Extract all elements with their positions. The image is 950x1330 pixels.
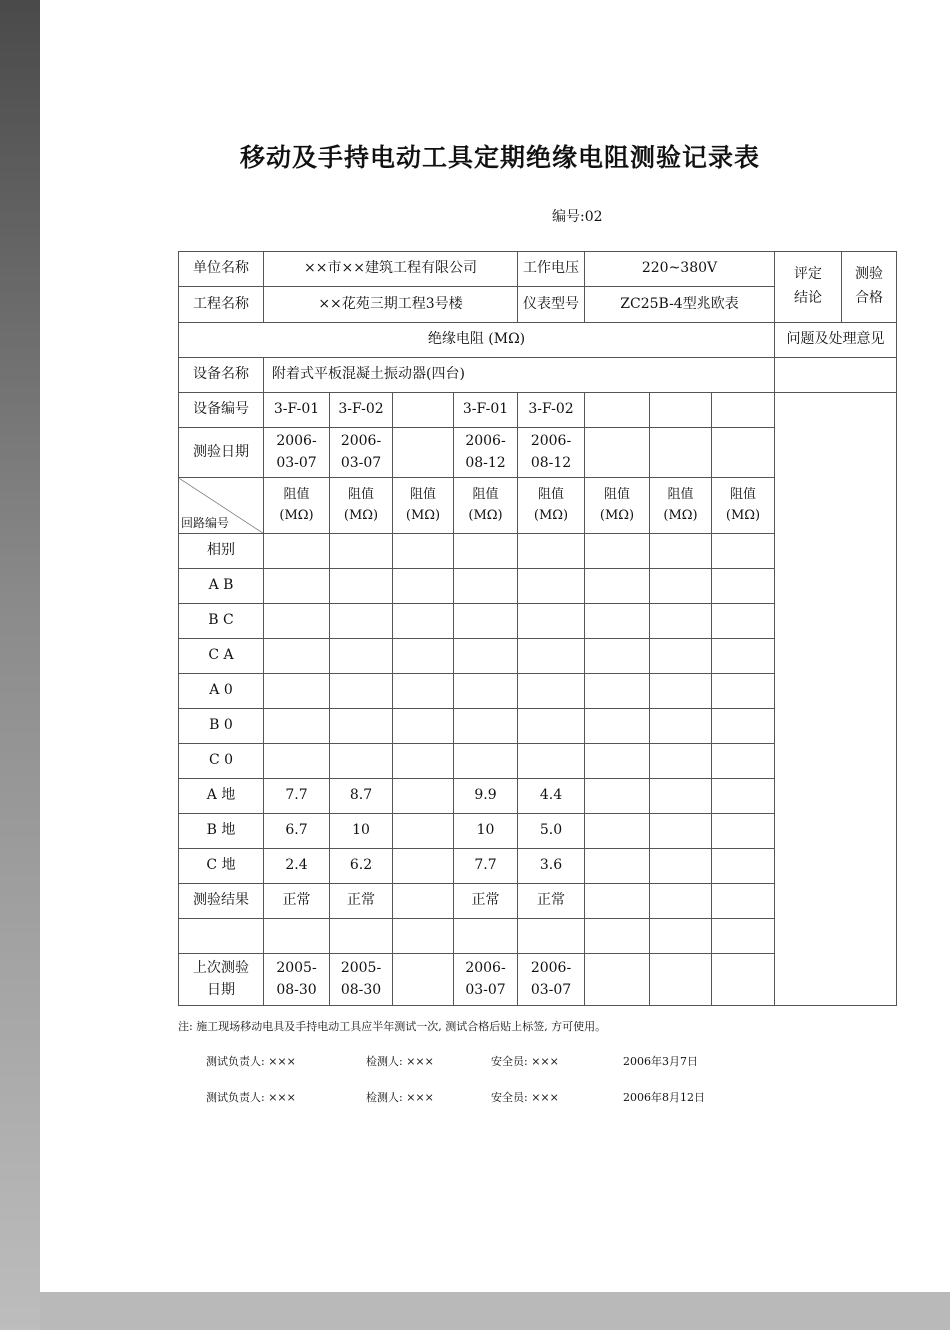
page-title: 移动及手持电动工具定期绝缘电阻测验记录表 [239,143,760,172]
resistance-value-cell: 3.6 [518,849,585,884]
device-number-cell: 3-F-02 [518,393,585,428]
resistance-value-cell [330,639,393,674]
resistance-value-cell [585,779,650,814]
resistance-value-cell [330,709,393,744]
resistance-value-cell [650,639,712,674]
resistance-header-cell [264,478,330,534]
resistance-value-cell [393,709,454,744]
test-date-line-2: 03-07 [276,454,317,471]
test-lead-1: 测试负责人: ××× [206,1055,296,1068]
resistance-value-cell [393,744,454,779]
resistance-header-line-1: 阻值 [347,486,374,502]
resistance-value-cell [518,744,585,779]
resistance-value-cell [393,604,454,639]
circuit-number-label: 回路编号 [181,516,230,530]
resistance-value-cell [585,674,650,709]
resistance-value-cell [393,849,454,884]
test-date-cell [264,428,330,478]
resistance-value-cell [518,569,585,604]
resistance-value-cell: 10 [454,814,518,849]
resistance-value-cell [585,814,650,849]
resistance-value-cell [264,569,330,604]
inspector-1: 检测人: ××× [366,1055,434,1068]
resistance-header-line-2: (MΩ) [599,507,635,523]
resistance-value-cell [585,709,650,744]
blank-cell [393,919,454,954]
phase-row-label: C 地 [179,849,264,884]
result-cell: 正常 [518,884,585,919]
last-test-date-cell [518,954,585,1006]
insulation-record-table [178,251,897,1006]
resistance-header-cell [330,478,393,534]
resistance-value-cell [650,569,712,604]
result-cell [585,884,650,919]
resistance-value-cell [393,779,454,814]
last-test-label [179,954,264,1006]
evaluation-label-line-1: 评定 [794,266,822,283]
device-number-cell: 3-F-01 [454,393,518,428]
last-test-label-line-1: 上次测验 [193,959,249,976]
last-test-date-cell [454,954,518,1006]
resistance-value-cell [454,639,518,674]
resistance-value-cell [585,849,650,884]
phase-label: 相别 [179,534,264,569]
result-cell [650,884,712,919]
inspector-2: 检测人: ××× [366,1091,434,1104]
resistance-value-cell [454,604,518,639]
resistance-header-cell [712,478,775,534]
device-name-label: 设备名称 [179,358,264,393]
test-date-cell [585,428,650,478]
last-test-date-line-2: 03-07 [465,981,506,998]
resistance-value-cell [518,604,585,639]
last-test-date-line-1: 2005- [276,959,317,976]
phase-header-cell [330,534,393,569]
unit-name-label: 单位名称 [179,252,264,287]
resistance-value-cell [518,674,585,709]
voltage-label: 工作电压 [518,252,585,287]
resistance-value-cell [712,569,775,604]
test-date-cell [393,428,454,478]
phase-header-cell [712,534,775,569]
voltage-value: 220~380V [585,252,775,287]
resistance-value-cell [518,639,585,674]
resistance-header-line-1: 阻值 [472,486,499,502]
blank-cell [264,919,330,954]
evaluation-value [842,252,897,323]
resistance-header-line-1: 阻值 [667,486,694,502]
last-test-date-line-1: 2006- [465,959,506,976]
last-test-date-cell [330,954,393,1006]
resistance-value-cell: 7.7 [454,849,518,884]
resistance-value-cell: 10 [330,814,393,849]
resistance-value-cell [712,814,775,849]
device-number-label: 设备编号 [179,393,264,428]
resistance-header-line-2: (MΩ) [343,507,379,523]
resistance-value-cell [264,709,330,744]
evaluation-label-line-2: 结论 [794,290,822,306]
meter-model-value: ZC25B-4型兆欧表 [585,287,775,323]
resistance-header-line-2: (MΩ) [279,507,314,523]
resistance-value-cell [712,674,775,709]
device-number-cell: 3-F-02 [330,393,393,428]
resistance-value-cell [712,639,775,674]
meter-model-label: 仪表型号 [518,287,585,323]
circuit-number-diagonal-header [179,478,264,534]
last-test-date-cell [264,954,330,1006]
resistance-header-cell [454,478,518,534]
blank-cell [330,919,393,954]
resistance-value-cell: 7.7 [264,779,330,814]
evaluation-value-line-1: 测验 [855,266,883,283]
resistance-value-cell [712,849,775,884]
test-date-line-2: 03-07 [340,454,382,471]
resistance-value-cell [518,709,585,744]
phase-header-cell [518,534,585,569]
test-date-line-2: 08-12 [530,454,572,471]
resistance-header-cell [393,478,454,534]
resistance-value-cell [650,674,712,709]
test-date-line-1: 2006- [465,432,506,449]
resistance-header-line-2: (MΩ) [533,507,569,523]
resistance-value-cell [650,709,712,744]
last-test-date-line-1: 2006- [530,959,572,976]
resistance-header-cell [650,478,712,534]
last-test-date-line-2: 08-30 [276,981,317,998]
result-cell: 正常 [454,884,518,919]
resistance-value-cell: 5.0 [518,814,585,849]
resistance-header-line-1: 阻值 [537,486,564,502]
project-name-label: 工程名称 [179,287,264,323]
resistance-value-cell: 4.4 [518,779,585,814]
project-name-value: ××花苑三期工程3号楼 [264,287,518,323]
safety-officer-1: 安全员: ××× [491,1055,559,1068]
resistance-value-cell [454,569,518,604]
last-test-date-line-1: 2005- [340,959,382,976]
resistance-header-line-1: 阻值 [729,486,756,502]
test-date-line-2: 08-12 [465,454,506,471]
last-test-date-cell [393,954,454,1006]
resistance-value-cell [393,674,454,709]
test-date-line-1: 2006- [340,432,382,449]
phase-header-cell [393,534,454,569]
last-test-date-cell [650,954,712,1006]
resistance-value-cell [650,604,712,639]
last-test-date-cell [712,954,775,1006]
bottom-margin-bar [40,1292,950,1330]
phase-row-label: C A [179,639,264,674]
resistance-value-cell [585,639,650,674]
result-label: 测验结果 [179,884,264,919]
device-number-cell [712,393,775,428]
insulation-resistance-header: 绝缘电阻 (MΩ) [179,323,775,358]
phase-header-cell [650,534,712,569]
blank-cell [712,919,775,954]
test-date-cell [712,428,775,478]
resistance-value-cell [454,744,518,779]
resistance-value-cell [712,779,775,814]
resistance-value-cell: 6.7 [264,814,330,849]
blank-cell [518,919,585,954]
remarks-cell [775,358,897,393]
remarks-header: 问题及处理意见 [775,323,897,358]
device-number-cell [650,393,712,428]
resistance-header-line-2: (MΩ) [405,507,441,523]
resistance-value-cell [650,744,712,779]
result-cell: 正常 [264,884,330,919]
blank-cell [454,919,518,954]
phase-header-cell [585,534,650,569]
resistance-header-cell [518,478,585,534]
resistance-header-line-2: (MΩ) [468,507,503,523]
last-test-date-line-2: 08-30 [340,981,382,998]
unit-name-value: ××市××建筑工程有限公司 [264,252,518,287]
phase-row-label: B 0 [179,709,264,744]
test-date-line-1: 2006- [276,432,317,449]
resistance-value-cell: 8.7 [330,779,393,814]
phase-row-label: C 0 [179,744,264,779]
resistance-value-cell [454,674,518,709]
sign-date-1: 2006年3月7日 [623,1055,698,1068]
result-cell [393,884,454,919]
resistance-value-cell [650,849,712,884]
left-margin-bar [0,0,40,1330]
last-test-label-line-2: 日期 [207,981,235,998]
resistance-value-cell [454,709,518,744]
resistance-value-cell [330,674,393,709]
resistance-value-cell [264,604,330,639]
last-test-date-cell [585,954,650,1006]
phase-row-label: A 地 [179,779,264,814]
document-number: 编号:02 [552,209,603,225]
blank-cell [179,919,264,954]
remarks-body-cell [775,393,897,1006]
resistance-value-cell [393,569,454,604]
resistance-value-cell [712,709,775,744]
test-date-line-1: 2006- [530,432,572,449]
phase-header-cell [454,534,518,569]
blank-cell [585,919,650,954]
resistance-value-cell: 6.2 [330,849,393,884]
result-cell [712,884,775,919]
result-cell: 正常 [330,884,393,919]
resistance-value-cell [393,639,454,674]
evaluation-label [775,252,842,323]
phase-row-label: A 0 [179,674,264,709]
device-number-cell [393,393,454,428]
test-date-cell [518,428,585,478]
resistance-value-cell [585,744,650,779]
resistance-header-line-1: 阻值 [409,486,436,502]
device-name-value: 附着式平板混凝土振动器(四台) [264,358,775,393]
resistance-value-cell [650,779,712,814]
evaluation-value-line-2: 合格 [855,290,883,306]
resistance-value-cell [712,744,775,779]
resistance-header-line-2: (MΩ) [663,507,698,523]
resistance-value-cell [712,604,775,639]
sign-date-2: 2006年8月12日 [623,1091,705,1104]
device-number-cell [585,393,650,428]
resistance-value-cell [650,814,712,849]
resistance-header-line-1: 阻值 [283,486,310,502]
resistance-value-cell [585,569,650,604]
footnote: 注: 施工现场移动电具及手持电动工具应半年测试一次, 测试合格后贴上标签, 方可使用。 [178,1020,607,1033]
phase-row-label: B C [179,604,264,639]
resistance-value-cell: 9.9 [454,779,518,814]
resistance-value-cell [393,814,454,849]
resistance-value-cell [585,604,650,639]
resistance-header-cell [585,478,650,534]
test-date-label: 测验日期 [179,428,264,478]
test-date-cell [330,428,393,478]
resistance-value-cell [330,744,393,779]
phase-header-cell [264,534,330,569]
resistance-value-cell [330,569,393,604]
resistance-header-line-2: (MΩ) [725,507,761,523]
blank-cell [650,919,712,954]
resistance-header-line-1: 阻值 [603,486,630,502]
resistance-value-cell: 2.4 [264,849,330,884]
phase-row-label: B 地 [179,814,264,849]
resistance-value-cell [264,744,330,779]
signature-line-1 [206,1053,698,1069]
resistance-value-cell [330,604,393,639]
phase-row-label: A B [179,569,264,604]
test-lead-2: 测试负责人: ××× [206,1091,296,1104]
device-number-cell: 3-F-01 [264,393,330,428]
resistance-value-cell [264,639,330,674]
safety-officer-2: 安全员: ××× [491,1091,559,1104]
resistance-value-cell [264,674,330,709]
last-test-date-line-2: 03-07 [530,981,572,998]
signature-line-2 [206,1089,705,1105]
test-date-cell [454,428,518,478]
test-date-cell [650,428,712,478]
